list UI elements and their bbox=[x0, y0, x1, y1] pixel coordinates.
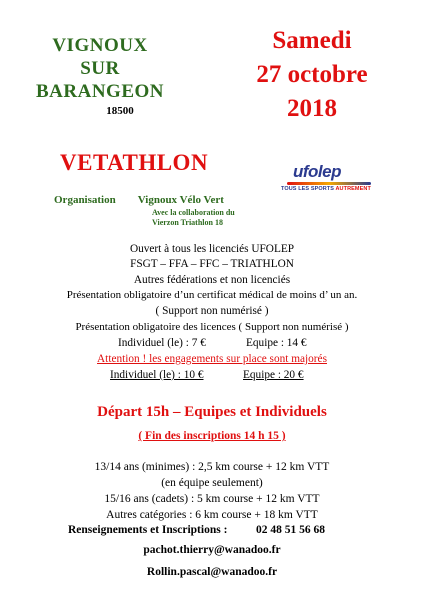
logo-wordmark: ufolep bbox=[293, 162, 341, 181]
town-block bbox=[20, 34, 180, 118]
postal-code: 18500 bbox=[106, 105, 134, 117]
organisation-line bbox=[54, 194, 224, 206]
eligibility-line: Présentation obligatoire d’un certificat médical de moins d’ un an. bbox=[66, 289, 358, 301]
collaboration-block bbox=[152, 208, 235, 228]
ufolep-logo bbox=[281, 164, 373, 200]
registration-deadline: ( Fin des inscriptions 14 h 15 ) bbox=[138, 430, 286, 442]
town-line: VIGNOUX bbox=[52, 35, 148, 56]
contact-email[interactable]: Rollin.pascal@wanadoo.fr bbox=[146, 566, 278, 578]
course-others: Autres catégories : 6 km course + 18 km VTT bbox=[106, 509, 318, 521]
eligibility-line: FSGT – FFA – FFC – TRIATHLON bbox=[130, 258, 294, 270]
fee-team: Equipe : 14 € bbox=[246, 337, 307, 349]
fee-onsite-team: Equipe : 20 € bbox=[243, 369, 304, 381]
eligibility-line: ( Support non numérisé ) bbox=[155, 305, 269, 317]
town-line: BARANGEON bbox=[35, 81, 164, 102]
logo-tagline bbox=[281, 186, 373, 192]
date-line: 27 octobre bbox=[256, 61, 368, 88]
collaboration-line: Avec la collaboration du bbox=[152, 208, 235, 217]
contact-label: Renseignements et Inscriptions : bbox=[68, 524, 228, 536]
eligibility-line: Autres fédérations et non licenciés bbox=[133, 274, 291, 286]
town-line: SUR bbox=[80, 58, 120, 79]
contact-email[interactable]: pachot.thierry@wanadoo.fr bbox=[143, 544, 281, 556]
organisation-label: Organisation bbox=[54, 194, 116, 206]
contact-phone[interactable]: 02 48 51 56 68 bbox=[256, 524, 325, 536]
date-line: 2018 bbox=[287, 95, 337, 122]
fee-individual: Individuel (le) : 7 € bbox=[118, 337, 206, 349]
logo-tagline-b: AUTREMENT bbox=[335, 186, 371, 192]
eligibility-line: Ouvert à tous les licenciés UFOLEP bbox=[129, 243, 295, 255]
collaboration-line: Vierzon Triathlon 18 bbox=[152, 218, 223, 227]
course-cadets: 15/16 ans (cadets) : 5 km course + 12 km VTT bbox=[104, 493, 320, 505]
event-date bbox=[218, 24, 406, 126]
event-title: VETATHLON bbox=[60, 150, 209, 175]
course-minimes: 13/14 ans (minimes) : 2,5 km course + 12 km VTT bbox=[94, 461, 330, 473]
start-time: Départ 15h – Equipes et Individuels bbox=[97, 404, 327, 420]
date-line: Samedi bbox=[272, 27, 352, 54]
attention-notice: Attention ! les engagements sur place sont majorés bbox=[97, 353, 327, 365]
fee-onsite-individual: Individuel (le) : 10 € bbox=[110, 369, 204, 381]
organisation-club: Vignoux Vélo Vert bbox=[137, 194, 224, 206]
eligibility-line: Présentation obligatoire des licences ( Support non numérisé ) bbox=[75, 321, 349, 333]
logo-swoosh-icon bbox=[287, 182, 371, 185]
logo-tagline-a: TOUS LES SPORTS bbox=[281, 186, 335, 192]
course-minimes-note: (en équipe seulement) bbox=[161, 477, 263, 489]
